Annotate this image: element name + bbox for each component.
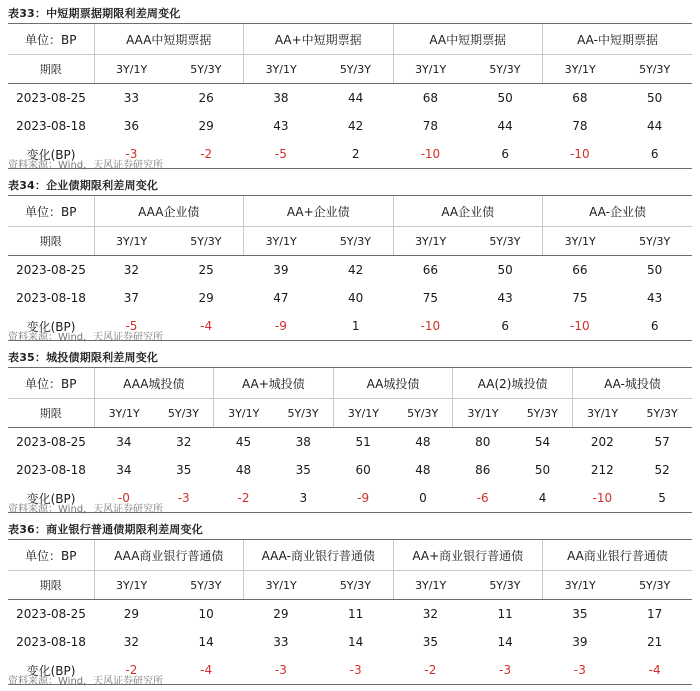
source-note: 资料来源：Wind，天风证券研究所	[8, 332, 164, 343]
unit-label: 单位：BP	[8, 540, 94, 571]
value-cell: 38	[273, 91, 289, 105]
row-label: 变化(BP)	[8, 656, 94, 685]
value-cell: 21	[647, 635, 663, 649]
period-label: 期限	[8, 571, 94, 600]
value-cell: 42	[348, 119, 364, 133]
value-cell: 29	[198, 119, 214, 133]
value-cell: 54	[534, 435, 551, 449]
period-header: 5Y/3Y	[273, 399, 333, 428]
unit-label: 单位：BP	[8, 368, 94, 399]
value-cell: 1	[318, 312, 393, 341]
value-cell: 78	[422, 119, 439, 133]
table-row	[8, 628, 692, 656]
value-cell: 39	[273, 263, 289, 277]
value-cell: -0	[94, 484, 154, 513]
value-cell: 29	[123, 607, 140, 621]
value-cell: 6	[468, 140, 543, 169]
value-cell: 66	[572, 263, 588, 277]
value-cell: 50	[497, 263, 513, 277]
group-header: AA-城投债	[572, 368, 692, 399]
value-cell: 3	[273, 484, 333, 513]
value-cell: 14	[348, 635, 364, 649]
value-cell: -6	[453, 484, 513, 513]
value-cell: -4	[169, 656, 244, 685]
period-header: 5Y/3Y	[468, 227, 543, 256]
value-cell: -4	[169, 312, 244, 341]
value-cell: 50	[647, 263, 663, 277]
value-cell: -5	[244, 140, 319, 169]
period-header: 3Y/1Y	[94, 571, 169, 600]
value-cell: 6	[468, 312, 543, 341]
period-header: 3Y/1Y	[333, 399, 393, 428]
value-cell: 75	[422, 291, 439, 305]
period-row	[8, 571, 692, 600]
data-table	[8, 367, 692, 513]
period-row	[8, 227, 692, 256]
value-cell: -3	[318, 656, 393, 685]
group-header: AA(2)城投债	[453, 368, 573, 399]
source-note: 资料来源：Wind，天风证券研究所	[8, 504, 164, 515]
period-header: 3Y/1Y	[393, 55, 468, 84]
value-cell: 32	[176, 435, 192, 449]
value-cell: 44	[497, 119, 513, 133]
table-row	[8, 256, 692, 285]
value-cell: 35	[572, 607, 588, 621]
period-row	[8, 55, 692, 84]
value-cell: 33	[123, 91, 140, 105]
source-note: 资料来源：Wind，天风证券研究所	[8, 160, 164, 171]
value-cell: 17	[647, 607, 663, 621]
value-cell: 47	[273, 291, 289, 305]
value-cell: 212	[590, 463, 614, 477]
value-cell: -3	[154, 484, 214, 513]
value-cell: 35	[422, 635, 439, 649]
value-cell: 6	[617, 312, 692, 341]
period-header: 3Y/1Y	[214, 399, 274, 428]
value-cell: -10	[393, 140, 468, 169]
period-label: 期限	[8, 399, 94, 428]
value-cell: -2	[169, 140, 244, 169]
value-cell: 48	[415, 435, 431, 449]
value-cell: 4	[513, 484, 573, 513]
row-label: 2023-08-18	[16, 463, 86, 477]
value-cell: 29	[198, 291, 214, 305]
period-header: 3Y/1Y	[453, 399, 513, 428]
source-note: 资料来源：Wind，天风证券研究所	[8, 676, 164, 687]
period-header: 5Y/3Y	[169, 571, 244, 600]
value-cell: 40	[348, 291, 364, 305]
period-header: 3Y/1Y	[244, 571, 319, 600]
group-header: AAA中短期票据	[94, 24, 244, 55]
value-cell: 38	[295, 435, 311, 449]
value-cell: 35	[176, 463, 192, 477]
value-cell: 80	[475, 435, 491, 449]
row-label: 变化(BP)	[8, 484, 94, 513]
value-cell: 44	[647, 119, 663, 133]
value-cell: 29	[273, 607, 289, 621]
value-cell: 75	[572, 291, 588, 305]
period-header: 5Y/3Y	[617, 227, 692, 256]
value-cell: -4	[617, 656, 692, 685]
value-cell: 50	[497, 91, 513, 105]
group-header: AA城投债	[333, 368, 453, 399]
period-label: 期限	[8, 55, 94, 84]
value-cell: 39	[572, 635, 588, 649]
value-cell: 25	[198, 263, 214, 277]
group-header: AAA-商业银行普通债	[244, 540, 394, 571]
value-cell: 32	[123, 263, 140, 277]
value-cell: 48	[415, 463, 431, 477]
period-header: 3Y/1Y	[543, 571, 618, 600]
period-label: 期限	[8, 227, 94, 256]
period-header: 3Y/1Y	[572, 399, 632, 428]
group-header: AA中短期票据	[393, 24, 543, 55]
table-caption: 表34：企业债期限利差周变化	[8, 179, 159, 192]
period-header: 5Y/3Y	[468, 55, 543, 84]
value-cell: -10	[543, 312, 618, 341]
value-cell: 57	[654, 435, 670, 449]
period-header: 3Y/1Y	[543, 55, 618, 84]
value-cell: -5	[94, 312, 169, 341]
header-row	[8, 196, 692, 227]
value-cell: 44	[348, 91, 364, 105]
group-header: AA+企业债	[244, 196, 394, 227]
value-cell: 5	[632, 484, 692, 513]
period-header: 3Y/1Y	[94, 227, 169, 256]
value-cell: 33	[273, 635, 289, 649]
value-cell: 202	[590, 435, 614, 449]
value-cell: -3	[468, 656, 543, 685]
period-header: 3Y/1Y	[94, 399, 154, 428]
data-table	[8, 195, 692, 341]
row-label: 2023-08-25	[16, 607, 86, 621]
value-cell: 0	[393, 484, 453, 513]
period-header: 5Y/3Y	[617, 55, 692, 84]
value-cell: 51	[355, 435, 371, 449]
value-cell: 66	[422, 263, 439, 277]
value-cell: 50	[534, 463, 551, 477]
value-cell: 14	[497, 635, 513, 649]
table-row	[8, 84, 692, 113]
table-row	[8, 428, 692, 457]
table-row	[8, 112, 692, 140]
value-cell: -10	[543, 140, 618, 169]
period-header: 5Y/3Y	[513, 399, 573, 428]
period-row	[8, 399, 692, 428]
header-row	[8, 24, 692, 55]
value-cell: -3	[543, 656, 618, 685]
period-header: 3Y/1Y	[94, 55, 169, 84]
value-cell: -10	[393, 312, 468, 341]
value-cell: 52	[654, 463, 670, 477]
table-row	[8, 284, 692, 312]
value-cell: 11	[497, 607, 513, 621]
table-caption: 表33：中短期票据期限利差周变化	[8, 7, 181, 20]
group-header: AAA企业债	[94, 196, 244, 227]
value-cell: 10	[198, 607, 214, 621]
period-header: 3Y/1Y	[543, 227, 618, 256]
row-label: 2023-08-18	[16, 119, 86, 133]
row-label: 2023-08-25	[16, 435, 86, 449]
value-cell: 68	[422, 91, 439, 105]
group-header: AA+中短期票据	[244, 24, 394, 55]
row-label: 变化(BP)	[8, 140, 94, 169]
value-cell: 43	[647, 291, 663, 305]
value-cell: 11	[348, 607, 364, 621]
value-cell: 37	[123, 291, 140, 305]
value-cell: 32	[123, 635, 140, 649]
period-header: 5Y/3Y	[154, 399, 214, 428]
header-row	[8, 368, 692, 399]
group-header: AAA商业银行普通债	[94, 540, 244, 571]
value-cell: 14	[198, 635, 214, 649]
value-cell: -9	[333, 484, 393, 513]
value-cell: 78	[572, 119, 588, 133]
group-header: AA-企业债	[543, 196, 693, 227]
table-row	[8, 456, 692, 484]
unit-label: 单位：BP	[8, 196, 94, 227]
data-table	[8, 23, 692, 169]
value-cell: 34	[116, 435, 132, 449]
value-cell: 42	[348, 263, 364, 277]
group-header: AA企业债	[393, 196, 543, 227]
value-cell: -9	[244, 312, 319, 341]
table-row	[8, 600, 692, 629]
period-header: 5Y/3Y	[169, 55, 244, 84]
row-label: 2023-08-18	[16, 291, 86, 305]
value-cell: 35	[295, 463, 311, 477]
row-label: 变化(BP)	[8, 312, 94, 341]
period-header: 3Y/1Y	[244, 227, 319, 256]
value-cell: 68	[572, 91, 588, 105]
value-cell: 36	[123, 119, 140, 133]
unit-label: 单位：BP	[8, 24, 94, 55]
value-cell: 34	[116, 463, 132, 477]
header-row	[8, 540, 692, 571]
value-cell: 26	[198, 91, 214, 105]
group-header: AA商业银行普通债	[543, 540, 693, 571]
value-cell: 43	[273, 119, 289, 133]
value-cell: -10	[572, 484, 632, 513]
data-table	[8, 539, 692, 685]
value-cell: 43	[497, 291, 513, 305]
period-header: 5Y/3Y	[318, 571, 393, 600]
value-cell: 2	[318, 140, 393, 169]
group-header: AA+城投债	[214, 368, 334, 399]
value-cell: -2	[214, 484, 274, 513]
value-cell: -3	[94, 140, 169, 169]
group-header: AAA城投债	[94, 368, 214, 399]
period-header: 5Y/3Y	[632, 399, 692, 428]
period-header: 3Y/1Y	[244, 55, 319, 84]
period-header: 5Y/3Y	[318, 55, 393, 84]
table-caption: 表36：商业银行普通债期限利差周变化	[8, 523, 203, 536]
row-label: 2023-08-25	[16, 263, 86, 277]
value-cell: 45	[235, 435, 252, 449]
value-cell: 60	[355, 463, 371, 477]
value-cell: -3	[244, 656, 319, 685]
row-label: 2023-08-25	[16, 91, 86, 105]
period-header: 3Y/1Y	[393, 227, 468, 256]
value-cell: -2	[94, 656, 169, 685]
value-cell: 86	[475, 463, 491, 477]
period-header: 5Y/3Y	[393, 399, 453, 428]
row-label: 2023-08-18	[16, 635, 86, 649]
period-header: 5Y/3Y	[468, 571, 543, 600]
value-cell: 48	[235, 463, 252, 477]
value-cell: 50	[647, 91, 663, 105]
value-cell: -2	[393, 656, 468, 685]
value-cell: 6	[617, 140, 692, 169]
period-header: 3Y/1Y	[393, 571, 468, 600]
period-header: 5Y/3Y	[617, 571, 692, 600]
table-caption: 表35：城投债期限利差周变化	[8, 351, 159, 364]
group-header: AA-中短期票据	[543, 24, 693, 55]
period-header: 5Y/3Y	[318, 227, 393, 256]
group-header: AA+商业银行普通债	[393, 540, 543, 571]
period-header: 5Y/3Y	[169, 227, 244, 256]
value-cell: 32	[422, 607, 439, 621]
